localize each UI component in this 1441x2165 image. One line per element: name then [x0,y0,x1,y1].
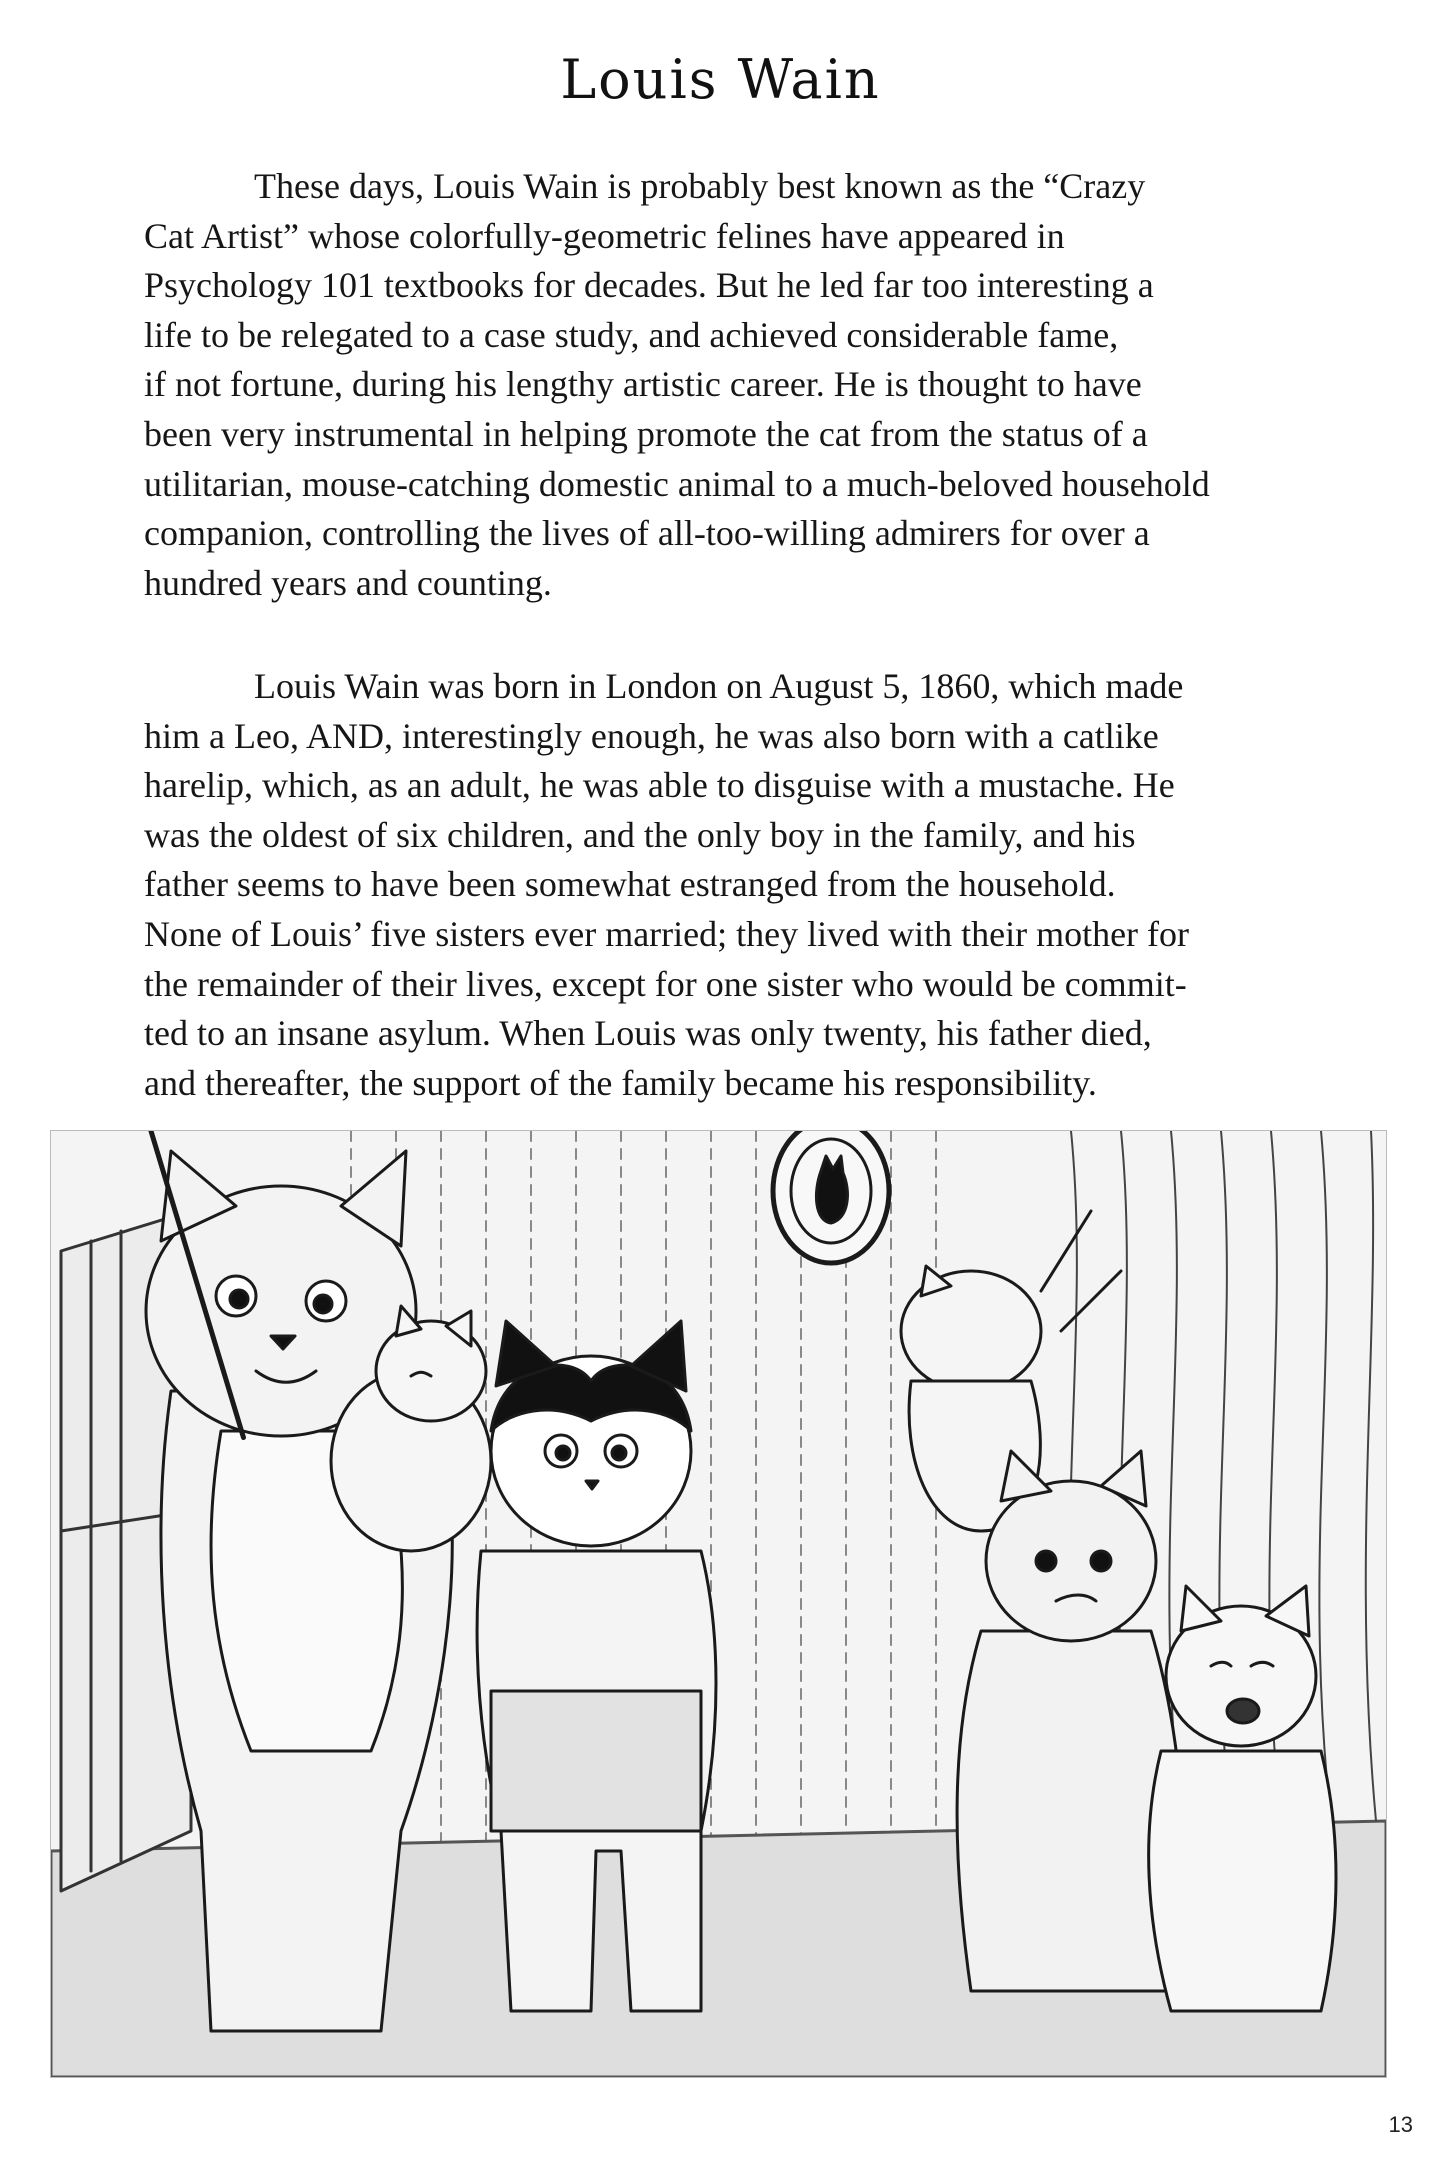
page-number: 13 [1388,2112,1413,2137]
cat-family-illustration [50,1130,1387,2078]
text-line: the remainder of their lives, except for one sister who would be commit- [144,963,1187,1004]
text-line: life to be relegated to a case study, and achieved considerable fame, [144,314,1119,355]
text-line: These days, Louis Wain is probably best known as the “Crazy [254,166,1146,206]
text-line: Louis Wain was born in London on August 5, 1860, which made [254,666,1184,706]
text-line: if not fortune, during his lengthy artistic career. He is thought to have [144,364,1142,405]
text-line: been very instrumental in helping promote the cat from the status of a [144,413,1148,454]
text-line: companion, controlling the lives of all-too-willing admirers for over a [144,513,1150,554]
text-line: None of Louis’ five sisters ever married; they lived with their mother for [144,913,1190,954]
paragraph-2 [144,662,1314,1108]
text-line: Psychology 101 textbooks for decades. But he led far too interesting a [144,265,1154,306]
paragraph-1 [144,162,1314,608]
text-line: and thereafter, the support of the family became his responsibility. [144,1062,1097,1103]
text-line: Cat Artist” whose colorfully-geometric felines have appeared in [144,215,1065,256]
text-line: was the oldest of six children, and the only boy in the family, and his [144,814,1136,855]
crying-kitten [1149,1586,1336,2011]
text-line: ted to an insane asylum. When Louis was only twenty, his father died, [144,1013,1152,1054]
text-line: harelip, which, as an adult, he was able to disguise with a mustache. He [144,765,1175,806]
text-line: utilitarian, mouse-catching domestic animal to a much-beloved household [144,463,1210,504]
text-line: hundred years and counting. [144,562,552,603]
text-line: father seems to have been somewhat estranged from the household. [144,864,1116,905]
text-line: him a Leo, AND, interestingly enough, he was also born with a catlike [144,715,1159,756]
cat-portrait-frame [773,1131,889,1263]
page-title: Louis Wain [560,48,881,111]
